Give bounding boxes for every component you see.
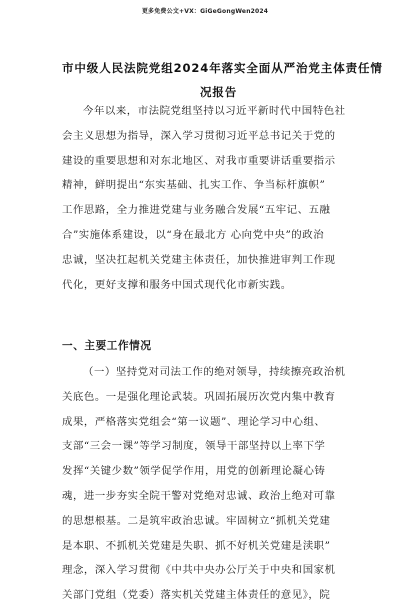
paragraph-line: 合”实施体系建设，以“身在最北方 心向党中央”的政治	[62, 228, 325, 241]
intro-paragraph	[62, 99, 352, 297]
paragraph-line: 忠诚，坚决扛起机关党建主体责任，加快推进审判工作现	[62, 253, 336, 266]
document-title-line-1: 市中级人民法院党组2024年落实全面从严治党主体责任情	[62, 61, 383, 75]
paragraph-line: 发挥“关键少数”领学促学作用，用党的创新理论凝心铸	[62, 465, 326, 478]
section-heading: 一、主要工作情况	[62, 340, 152, 352]
paragraph-line: 关部门党组（党委）落实机关党建主体责任的意见》，院	[62, 589, 331, 602]
paragraph-line: 是本职、不抓机关党建是失职、抓不好机关党建是渎职”	[62, 539, 331, 552]
paragraph-line: 关底色。一是强化理论武装。巩固拓展历次党内集中教育	[62, 390, 336, 403]
paragraph-line: 会主义思想为指导，深入学习贯彻习近平总书记关于党的	[62, 129, 336, 142]
paragraph-line: 成果，严格落实党组会“第一议题”、理论学习中心组、	[62, 415, 326, 428]
document-title-line-2: 况报告	[200, 85, 238, 99]
top-banner: 更多免费公文+VX：GiGeGongWen2024	[141, 8, 269, 15]
paragraph-line: 代化，更好支撑和服务中国式现代化市新实践。	[62, 278, 292, 291]
paragraph-line: 建设的重要思想和对东北地区、对我市重要讲话重要指示	[62, 154, 336, 167]
paragraph-line: 工作思路，全力推进党建与业务融合发展“五牢记、五融	[62, 204, 331, 217]
paragraph-line: 魂，进一步夯实全院干警对党绝对忠诚、政治上绝对可靠	[62, 489, 336, 502]
paragraph-line: 理念，深入学习贯彻《中共中央办公厅关于中央和国家机	[62, 564, 336, 577]
paragraph-line: （一）坚持党对司法工作的绝对领导，持续擦亮政治机	[83, 366, 346, 378]
paragraph-line: 精神，鲜明提出“东实基础、扎实工作、争当标杆旗帜”	[62, 179, 326, 192]
section-1-paragraph	[62, 360, 352, 608]
paragraph-line: 的思想根基。二是筑牢政治忠诚。牢固树立“抓机关党建	[62, 514, 331, 527]
paragraph-line: 支部“三会一课”等学习制度，领导干部坚持以上率下学	[62, 440, 326, 453]
paragraph-line: 今年以来，市法院党组坚持以习近平新时代中国特色社	[83, 105, 346, 117]
